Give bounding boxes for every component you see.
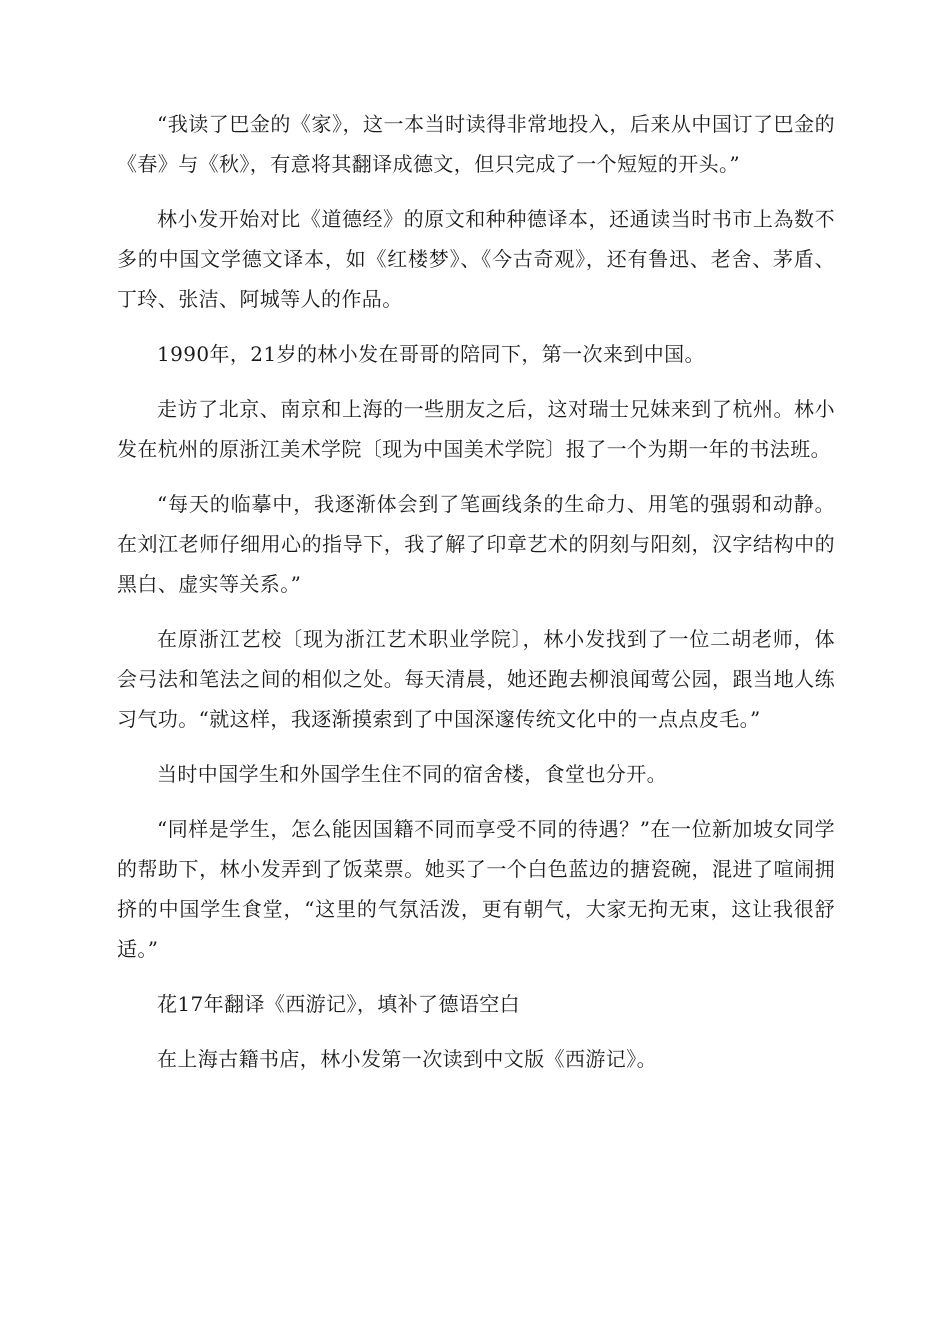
paragraph-bajin-reading: “我读了巴金的《家》，这一本当时读得非常地投入，后来从中国订了巴金的《春》与《秋》，有意将其翻译成德文，但只完成了一个短短的开头。” [117,112,835,176]
section-heading-journey-to-the-west: 花17年翻译《西游记》，填补了德语空白 [157,992,521,1016]
paragraph-hangzhou-calligraphy: 走访了北京、南京和上海的一些朋友之后，这对瑞士兄妹来到了杭州。林小发在杭州的原浙江美术学院〔现为中国美术学院〕报了一个为期一年的书法班。 [117,397,835,461]
paragraph-first-visit-1990: 1990年，21岁的林小发在哥哥的陪同下，第一次来到中国。 [157,342,705,366]
paragraph-dormitories: 当时中国学生和外国学生住不同的宿舍楼，食堂也分开。 [157,762,667,786]
paragraph-shanghai-bookstore: 在上海古籍书店，林小发第一次读到中文版《西游记》。 [157,1047,657,1071]
paragraph-copying-practice: “每天的临摹中，我逐渐体会到了笔画线条的生命力、用笔的强弱和动静。在刘江老师仔细用心的指导下，我了解了印章艺术的阴刻与阳刻，汉字结构中的黑白、虚实等关系。” [117,492,835,596]
paragraph-daodejing-translations: 林小发开始对比《道德经》的原文和种种德译本，还通读当时书市上為数不多的中国文学德文译本，如《红楼梦》、《今古奇观》，还有鲁迅、老舍、茅盾、丁玲、张洁、阿城等人的作品。 [117,207,835,311]
paragraph-canteen: “同样是学生，怎么能因国籍不同而享受不同的待遇？”在一位新加坡女同学的帮助下，林小发弄到了饭菜票。她买了一个白色蓝边的搪瓷碗，混进了喧闹拥挤的中国学生食堂，“这里的气氛活泼，更有朝气，大家无拘无束，这让我很舒适。” [117,817,835,961]
document-body [117,104,835,1094]
paragraph-erhu-qigong: 在原浙江艺校〔现为浙江艺术职业学院〕，林小发找到了一位二胡老师，体会弓法和笔法之间的相似之处。每天清晨，她还跑去柳浪闻莺公园，跟当地人练习气功。“就这样，我逐渐摸索到了中国深邃传统文化中的一点点皮毛。” [117,627,835,731]
